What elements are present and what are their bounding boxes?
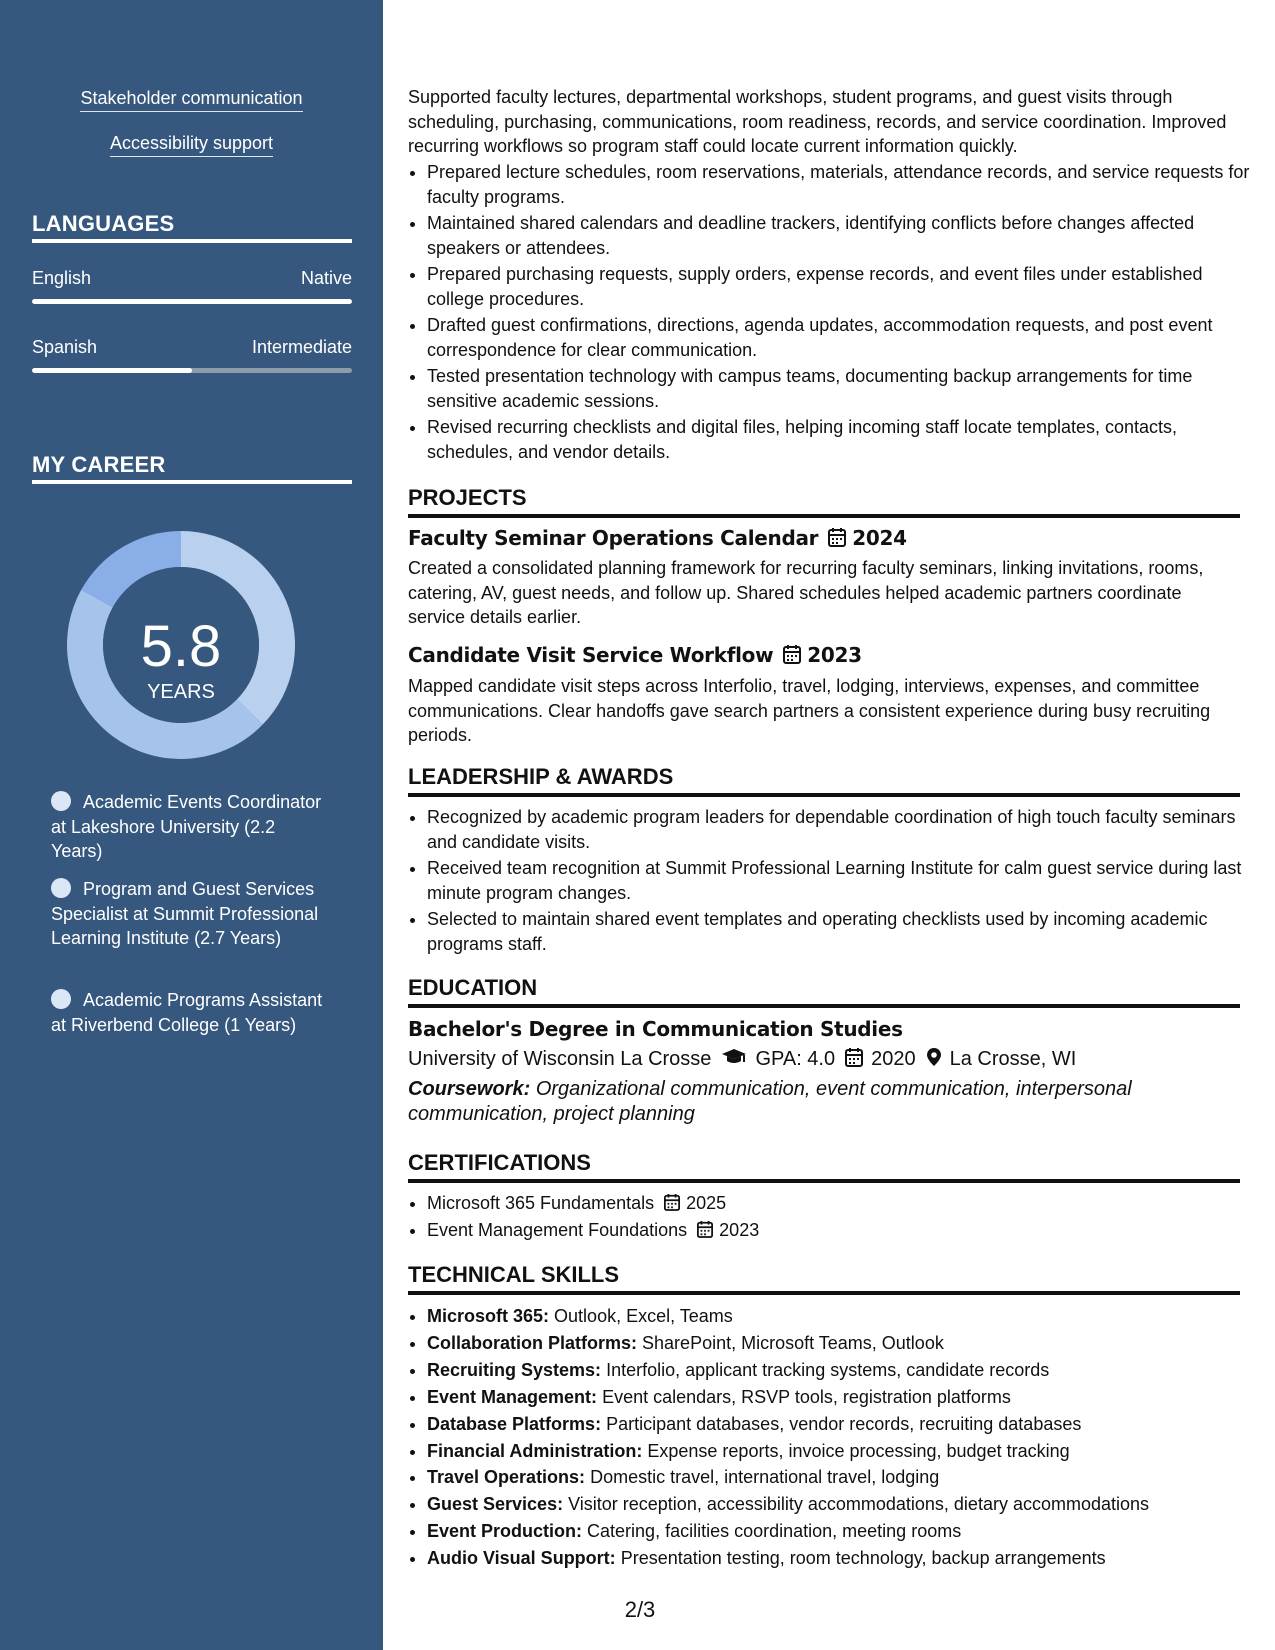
project-title: Candidate Visit Service Workflow 2023 xyxy=(408,643,862,667)
language-name: English xyxy=(32,268,92,288)
list-item: • Recognized by academic program leaders for dependable coordination of high touch faculty seminars and candidate visits. xyxy=(427,805,1259,854)
language-proficiency-bar xyxy=(32,299,352,304)
coursework-text: Organizational communication, event communication, interpersonal communication, project planning xyxy=(408,1078,1132,1125)
project-title: Faculty Seminar Operations Calendar 2024 xyxy=(408,526,907,550)
list-item: • Prepared purchasing requests, supply orders, expense records, and event files under established college procedures. xyxy=(427,262,1259,311)
languages-heading: LANGUAGES xyxy=(32,211,352,243)
list-item: • Audio Visual Support: Presentation testing, room technology, backup arrangements xyxy=(427,1545,1259,1572)
career-legend-item: Academic Events Coordinator at Lakeshore University (2.2 Years) xyxy=(51,792,322,861)
certifications-heading: CERTIFICATIONS xyxy=(408,1150,1240,1183)
language-level: Native xyxy=(300,268,352,288)
language-proficiency-bar xyxy=(32,368,352,373)
project-year: 2024 xyxy=(852,526,907,550)
project-year: 2023 xyxy=(807,643,862,667)
calendar-icon xyxy=(828,527,846,547)
projects-heading: PROJECTS xyxy=(408,485,1240,518)
project-description: Created a consolidated planning framework for recurring faculty seminars, linking invitations, rooms, catering, AV, guest needs, and follow up. Shared schedules helped academic partners coordinate service details earlier. xyxy=(408,558,1204,627)
list-item: • Selected to maintain shared event templates and operating checklists used by incoming academic programs staff. xyxy=(427,907,1259,956)
list-item: • Revised recurring checklists and digital files, helping incoming staff locate templates, contacts, schedules, and vendor details. xyxy=(427,415,1259,464)
list-item: • Received team recognition at Summit Professional Learning Institute for calm guest service during last minute program changes. xyxy=(427,856,1259,905)
skill-tag: Accessibility support xyxy=(0,133,383,154)
school-name: University of Wisconsin La Crosse xyxy=(408,1048,712,1070)
list-item: • Microsoft 365: Outlook, Excel, Teams xyxy=(427,1303,1259,1330)
list-item: • Collaboration Platforms: SharePoint, Microsoft Teams, Outlook xyxy=(427,1330,1259,1357)
list-item: • Maintained shared calendars and deadline trackers, identifying conflicts before changes affected speakers or attendees. xyxy=(427,211,1259,260)
list-item: • Tested presentation technology with campus teams, documenting backup arrangements for time sensitive academic sessions. xyxy=(427,364,1259,413)
coursework-label: Coursework: xyxy=(408,1078,531,1100)
school-location: La Crosse, WI xyxy=(949,1048,1077,1070)
career-total: 5.8 xyxy=(140,614,222,679)
coursework xyxy=(408,1077,1188,1127)
legend-dot xyxy=(51,791,71,811)
career-legend-item: Academic Programs Assistant at Riverbend College (1 Years) xyxy=(51,990,323,1035)
career-heading: MY CAREER xyxy=(32,452,352,484)
list-item: • Drafted guest confirmations, directions, agenda updates, accommodation requests, and post event correspondence for clear communication. xyxy=(427,313,1259,362)
language-proficiency-fill xyxy=(32,368,192,373)
graduation-year: 2020 xyxy=(871,1048,916,1070)
career-donut-chart xyxy=(66,530,296,760)
language-row xyxy=(32,268,352,289)
leadership-heading: LEADERSHIP & AWARDS xyxy=(408,764,1240,797)
calendar-icon xyxy=(783,644,801,664)
education-heading: EDUCATION xyxy=(408,975,1240,1008)
career-unit: YEARS xyxy=(147,681,215,703)
degree-title: Bachelor's Degree in Communication Studies xyxy=(408,1017,903,1041)
technical-skills-heading: TECHNICAL SKILLS xyxy=(408,1262,1240,1295)
sidebar xyxy=(0,0,383,1650)
technical-skills-list xyxy=(408,1303,1259,1572)
skill-tag: Stakeholder communication xyxy=(0,88,383,109)
list-item: • Microsoft 365 Fundamentals 2025 xyxy=(427,1191,1259,1216)
page-number: 2/3 xyxy=(624,1597,656,1622)
language-row xyxy=(32,337,352,358)
language-level: Intermediate xyxy=(251,337,352,357)
list-item: • Travel Operations: Domestic travel, international travel, lodging xyxy=(427,1464,1259,1491)
list-item: • Recruiting Systems: Interfolio, applicant tracking systems, candidate records xyxy=(427,1357,1259,1384)
calendar-icon xyxy=(845,1047,863,1067)
list-item: • Event Management: Event calendars, RSVP tools, registration platforms xyxy=(427,1384,1259,1411)
list-item: • Database Platforms: Participant databases, vendor records, recruiting databases xyxy=(427,1411,1259,1438)
list-item: • Guest Services: Visitor reception, accessibility accommodations, dietary accommodations xyxy=(427,1491,1259,1518)
map-pin-icon xyxy=(926,1047,942,1067)
list-item: • Event Management Foundations 2023 xyxy=(427,1218,1259,1243)
calendar-icon xyxy=(664,1193,680,1211)
project-description: Mapped candidate visit steps across Interfolio, travel, lodging, interviews, expenses, and committee communications. Clear handoffs gave search partners a consistent experience during busy recruiting periods. xyxy=(408,676,1211,745)
leadership-bullets xyxy=(408,805,1259,956)
list-item: • Event Production: Catering, facilities coordination, meeting rooms xyxy=(427,1518,1259,1545)
list-item: • Prepared lecture schedules, room reservations, materials, attendance records, and service requests for faculty programs. xyxy=(427,160,1259,209)
career-legend-item: Program and Guest Services Specialist at Summit Professional Learning Institute (2.7 Years) xyxy=(51,879,319,948)
graduation-cap-icon xyxy=(721,1047,747,1067)
gpa: GPA: 4.0 xyxy=(755,1048,836,1070)
experience-bullets xyxy=(408,160,1259,464)
list-item: • Financial Administration: Expense reports, invoice processing, budget tracking xyxy=(427,1438,1259,1465)
education-meta xyxy=(408,1047,1076,1071)
language-name: Spanish xyxy=(32,337,98,357)
certifications-list xyxy=(408,1191,1259,1242)
language-proficiency-fill xyxy=(32,299,352,304)
calendar-icon xyxy=(697,1220,713,1238)
experience-summary: Supported faculty lectures, departmental workshops, student programs, and guest visits through scheduling, purchasing, communications, room readiness, records, and service coordination. Improved recurring workflows so program staff could locate current information quickly. xyxy=(408,87,1227,156)
legend-dot xyxy=(51,989,71,1009)
legend-dot xyxy=(51,878,71,898)
